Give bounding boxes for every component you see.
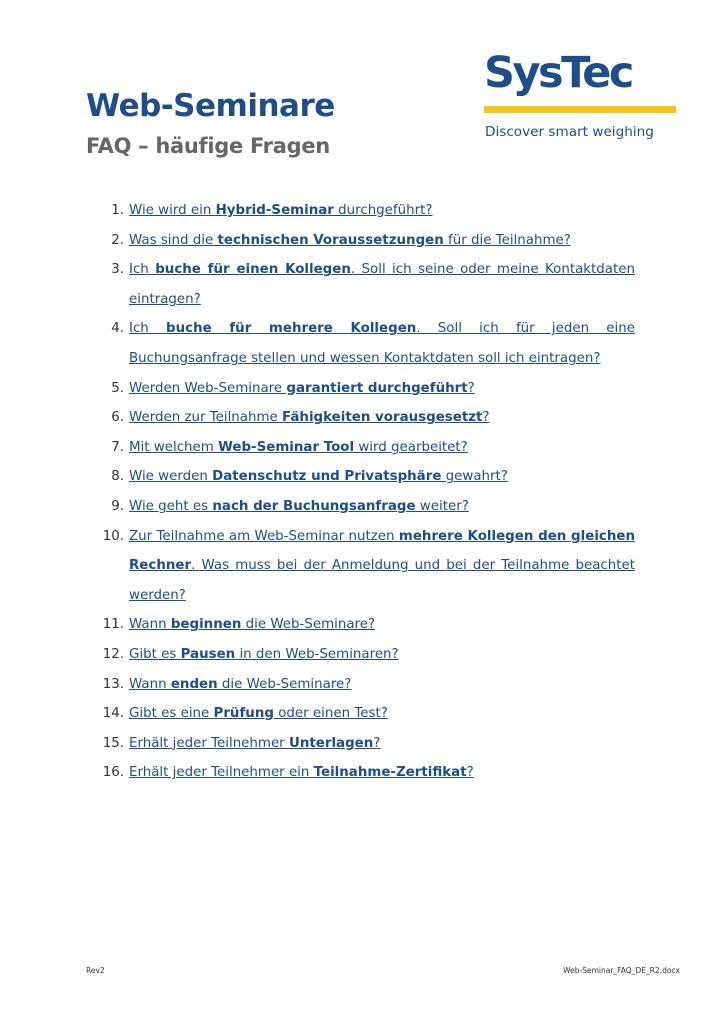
faq-item-number: 16. bbox=[102, 765, 124, 781]
faq-question-text: ? bbox=[467, 380, 475, 396]
faq-question-link[interactable] bbox=[129, 403, 635, 433]
faq-question-emphasis: technischen Voraussetzungen bbox=[217, 232, 444, 248]
faq-question-emphasis: Prüfung bbox=[213, 706, 274, 722]
faq-question-text: ? bbox=[466, 765, 474, 781]
faq-question-emphasis: Pausen bbox=[180, 647, 236, 662]
faq-question-emphasis: enden bbox=[170, 676, 218, 692]
faq-question-text: Zur Teilnahme am Web-Seminar nutzen bbox=[129, 528, 399, 544]
faq-question-link[interactable] bbox=[129, 433, 635, 463]
faq-question-link[interactable] bbox=[129, 522, 635, 611]
faq-item-number: 9. bbox=[111, 499, 124, 514]
faq-question-link[interactable] bbox=[129, 462, 635, 492]
faq-question-text: Erhält jeder Teilnehmer bbox=[129, 735, 289, 751]
faq-question-text: die Web-Seminare? bbox=[217, 676, 352, 692]
faq-question-link[interactable] bbox=[129, 255, 635, 314]
faq-question-link[interactable] bbox=[129, 610, 635, 640]
faq-item-number: 10. bbox=[102, 528, 124, 544]
faq-question-link[interactable] bbox=[129, 196, 635, 226]
faq-item-number: 13. bbox=[102, 676, 124, 692]
faq-question-text: Gibt es eine bbox=[129, 706, 214, 722]
faq-question-text: Gibt es bbox=[129, 647, 181, 662]
faq-question-text: ? bbox=[482, 410, 490, 426]
faq-question-text: weiter? bbox=[415, 499, 469, 514]
faq-question-text: in den Web-Seminaren? bbox=[235, 647, 399, 662]
faq-question-text: Wie werden bbox=[129, 469, 213, 485]
faq-question-emphasis: Hybrid-Seminar bbox=[215, 203, 334, 218]
faq-item-number: 3. bbox=[111, 262, 124, 278]
faq-item-number: 1. bbox=[111, 203, 124, 218]
faq-item-number: 5. bbox=[111, 380, 124, 396]
faq-question-emphasis: buche für einen Kollegen bbox=[155, 262, 351, 278]
faq-question-link[interactable] bbox=[129, 640, 635, 670]
faq-question-emphasis: beginnen bbox=[170, 617, 242, 633]
faq-question-link[interactable] bbox=[129, 374, 635, 404]
faq-question-text: Wie wird ein bbox=[129, 203, 216, 218]
faq-question-text: . Soll ich für jeden eine Buchungsanfrage stellen und wessen Kontaktdaten soll ich eintragen? bbox=[129, 321, 635, 366]
faq-question-link[interactable] bbox=[129, 699, 635, 729]
faq-question-link[interactable] bbox=[129, 758, 635, 788]
faq-question-emphasis: Datenschutz und Privatsphäre bbox=[212, 469, 442, 485]
faq-question-text: oder einen Test? bbox=[273, 706, 388, 722]
faq-item-number: 4. bbox=[111, 321, 124, 337]
faq-question-text: ? bbox=[373, 735, 381, 751]
faq-question-emphasis: Unterlagen bbox=[288, 735, 374, 751]
faq-question-link[interactable] bbox=[129, 729, 635, 759]
faq-question-text: Wann bbox=[129, 676, 171, 692]
faq-question-text: für die Teilnahme? bbox=[443, 232, 571, 248]
faq-question-text: wird gearbeitet? bbox=[354, 439, 468, 455]
footer-revision: Rev2 bbox=[86, 966, 105, 975]
page-title: Web-Seminare bbox=[86, 88, 335, 124]
logo-tagline: Discover smart weighing bbox=[485, 124, 654, 140]
faq-question-emphasis: nach der Buchungsanfrage bbox=[212, 499, 416, 514]
faq-question-text: Wann bbox=[129, 617, 171, 633]
faq-question-link[interactable] bbox=[129, 670, 635, 700]
faq-question-emphasis: Web-Seminar Tool bbox=[218, 439, 355, 455]
systec-logo bbox=[484, 48, 678, 146]
faq-item-number: 12. bbox=[102, 647, 124, 662]
faq-item-number: 8. bbox=[111, 469, 124, 485]
faq-question-text: Werden Web-Seminare bbox=[129, 380, 287, 396]
faq-question-emphasis: mehrere Kollegen den gleichen Rechner bbox=[129, 528, 635, 574]
faq-item-number: 6. bbox=[111, 410, 124, 426]
logo-wordmark: SysTec bbox=[484, 48, 632, 98]
faq-question-text: Mit welchem bbox=[129, 439, 219, 455]
faq-question-link[interactable] bbox=[129, 226, 635, 256]
faq-question-emphasis: garantiert durchgeführt bbox=[286, 380, 468, 396]
faq-item-number: 11. bbox=[102, 617, 124, 633]
faq-question-link[interactable] bbox=[129, 492, 635, 522]
footer-filename: Web-Seminar_FAQ_DE_R2.docx bbox=[563, 966, 680, 975]
faq-question-link[interactable] bbox=[129, 314, 635, 373]
logo-yellow-bar bbox=[484, 106, 676, 113]
faq-question-text: gewahrt? bbox=[441, 469, 508, 485]
faq-question-emphasis: buche für mehrere Kollegen bbox=[166, 321, 417, 337]
faq-question-emphasis: Fähigkeiten vorausgesetzt bbox=[282, 410, 483, 426]
faq-question-text: Wie geht es bbox=[129, 499, 213, 514]
faq-question-text: Ich bbox=[129, 262, 156, 278]
faq-question-text: . Was muss bei der Anmeldung und bei der Teilnahme beachtet werden? bbox=[129, 558, 635, 603]
faq-question-text: Werden zur Teilnahme bbox=[129, 410, 283, 426]
faq-question-text: Ich bbox=[129, 321, 167, 337]
faq-question-text: die Web-Seminare? bbox=[241, 617, 376, 633]
faq-item-number: 14. bbox=[102, 706, 124, 722]
faq-question-emphasis: Teilnahme-Zertifikat bbox=[313, 765, 467, 781]
faq-question-text: Erhält jeder Teilnehmer ein bbox=[129, 765, 314, 781]
page-subtitle: FAQ – häufige Fragen bbox=[86, 134, 330, 158]
faq-item-number: 15. bbox=[102, 735, 124, 751]
faq-question-text: durchgeführt? bbox=[333, 203, 433, 218]
faq-item-number: 7. bbox=[111, 439, 124, 455]
faq-question-text: Was sind die bbox=[129, 232, 218, 248]
faq-item-number: 2. bbox=[111, 232, 124, 248]
faq-question-text: . Soll ich seine oder meine Kontaktdaten eintragen? bbox=[129, 262, 635, 307]
